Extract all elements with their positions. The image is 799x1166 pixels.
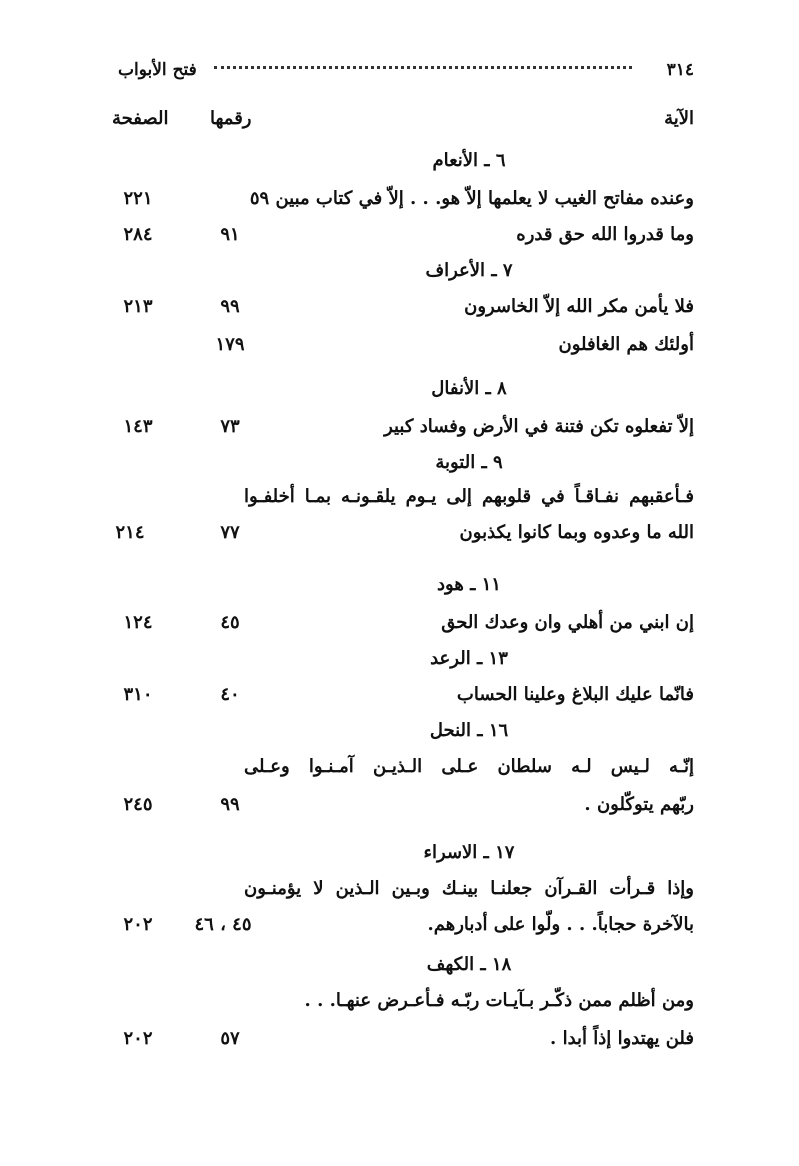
surah-heading-anam: ٦ ـ الأنعام <box>432 150 506 171</box>
verse-text: فلا يأمن مكر الله إلاّ الخاسرون <box>464 296 694 317</box>
page-ref: ٢٢١ <box>123 188 153 209</box>
verse-text-line-2: ربّهم يتوكّلون . <box>584 794 694 815</box>
surah-heading-hud: ١١ ـ هود <box>437 574 501 595</box>
verse-text-line-1: إنّـه لـيس لـه سلطان عـلى الـذيـن آمـنـوا وعـلى <box>244 756 694 777</box>
verse-number: ٤٠ <box>220 684 240 705</box>
page-header <box>118 56 694 88</box>
page-ref: ٢٠٢ <box>123 914 153 935</box>
verse-text: إن ابني من أهلي وان وعدك الحق <box>441 612 694 633</box>
surah-heading-isra: ١٧ ـ الاسراء <box>423 842 515 863</box>
surah-heading-araf: ٧ ـ الأعراف <box>425 260 513 281</box>
verse-number: ٥٧ <box>220 1028 240 1049</box>
page-ref: ٣١٠ <box>123 684 153 705</box>
verse-text: إلاّ تفعلوه تكن فتنة في الأرض وفساد كبير <box>384 416 694 437</box>
verse-text-line-2: بالآخرة حجاباً. . . ولّوا على أدبارهم. <box>427 914 694 935</box>
verse-number: ٤٥ <box>220 612 240 633</box>
page-ref: ١٢٤ <box>123 612 153 633</box>
verse-text: فانّما عليك البلاغ وعلينا الحساب <box>456 684 694 705</box>
page-ref: ٢٨٤ <box>123 224 153 245</box>
surah-heading-raad: ١٣ ـ الرعد <box>430 648 508 669</box>
verse-number: ٧٧ <box>220 522 240 543</box>
header-dot-leader <box>214 66 632 69</box>
column-heading-number: رقمها <box>210 108 252 129</box>
page-number: ٣١٤ <box>666 60 694 80</box>
verse-text-line-2: الله ما وعدوه وبما كانوا يكذبون <box>459 522 694 543</box>
column-headings <box>112 106 694 136</box>
verse-number: ٤٥ ، ٤٦ <box>194 914 252 935</box>
page-ref: ١٤٣ <box>123 416 153 437</box>
page-ref: ٢١٣ <box>123 296 153 317</box>
verse-number: ٩٩ <box>220 794 240 815</box>
surah-heading-kahf: ١٨ ـ الكهف <box>426 954 512 975</box>
surah-heading-anfal: ٨ ـ الأنفال <box>431 378 507 399</box>
verse-text-line-2: فلن يهتدوا إذاً أبدا . <box>550 1028 694 1049</box>
page-ref: ٢١٤ <box>115 522 145 543</box>
surah-heading-nahl: ١٦ ـ النحل <box>429 720 509 741</box>
verse-text-line-1: فـأعقبهم نفـاقـاً في قلوبهم إلى يـوم يلقـونـه بمـا أخلفـوا <box>244 486 694 507</box>
verse-number: ١٧٩ <box>215 334 245 355</box>
page-ref: ٢٠٢ <box>123 1028 153 1049</box>
column-heading-verse: الآية <box>664 108 694 129</box>
running-title: فتح الأبواب <box>118 60 197 80</box>
verse-number: ٧٣ <box>220 416 240 437</box>
verse-text-line-1: وإذا قـرأت القـرآن جعلنـا بينـك وبـين الـذين لا يؤمنـون <box>244 878 694 899</box>
verse-number: ٩١ <box>220 224 240 245</box>
page-ref: ٢٤٥ <box>123 794 153 815</box>
verse-text: أولئك هم الغافلون <box>558 334 694 355</box>
column-heading-page: الصفحة <box>112 108 169 129</box>
verse-text-line-1: ومن أظلم ممن ذكّـر بـآيـات ربّـه فـأعـرض عنهـا. . . <box>304 990 694 1011</box>
surah-heading-tawba: ٩ ـ التوبة <box>435 452 503 473</box>
verse-text: وعنده مفاتح الغيب لا يعلمها إلاّ هو. . . إلاّ في كتاب مبين ٥٩ <box>249 188 694 209</box>
verse-number: ٩٩ <box>220 296 240 317</box>
verse-text: وما قدروا الله حق قدره <box>516 224 694 245</box>
